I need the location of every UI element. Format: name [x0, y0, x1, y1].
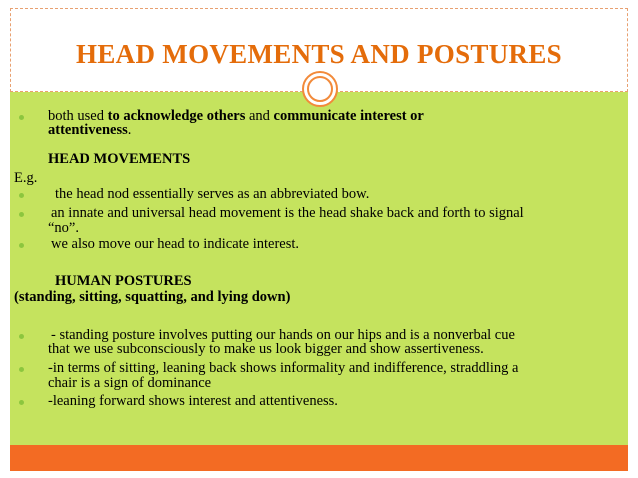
posture-item-cont: chair is a sign of dominance [48, 375, 212, 391]
head-item: the head nod essentially serves as an abbreviated bow. [55, 186, 370, 202]
bullet-dot [19, 212, 24, 217]
intro-text: and [245, 108, 274, 124]
eg-label: E.g. [14, 170, 38, 186]
bullet-dot [19, 334, 24, 339]
slide-title: HEAD MOVEMENTS AND POSTURES [76, 39, 562, 69]
bullet-dot [19, 243, 24, 248]
bullet-dot [19, 400, 24, 405]
posture-item: - standing posture involves putting our hands on our hips and is a nonverbal cue [51, 327, 515, 343]
intro-text: . [127, 122, 132, 138]
intro-line-2 [48, 123, 131, 138]
posture-item: -in terms of sitting, leaning back shows informality and indifference, straddling a [48, 360, 519, 376]
circle-ornament-inner [307, 76, 333, 102]
bullet-dot [19, 115, 24, 120]
human-postures-heading: HUMAN POSTURES [55, 273, 192, 289]
head-item-cont: “no”. [48, 220, 79, 236]
intro-bold: attentiveness [48, 122, 128, 138]
bullet-dot [19, 367, 24, 372]
postures-subheading: (standing, sitting, squatting, and lying down) [14, 289, 291, 305]
head-item: an innate and universal head movement is the head shake back and forth to signal [51, 205, 524, 221]
intro-bold: to acknowledge others [107, 108, 246, 124]
circle-ornament [302, 71, 338, 107]
intro-text: both used [48, 108, 108, 124]
head-item: we also move our head to indicate interest. [51, 236, 300, 252]
bullet-dot [19, 193, 24, 198]
intro-bold: communicate interest or [273, 108, 424, 124]
head-movements-heading: HEAD MOVEMENTS [48, 151, 191, 167]
posture-item: -leaning forward shows interest and attentiveness. [48, 393, 338, 409]
posture-item-cont: that we use subconsciously to make us look bigger and show assertiveness. [48, 341, 484, 357]
